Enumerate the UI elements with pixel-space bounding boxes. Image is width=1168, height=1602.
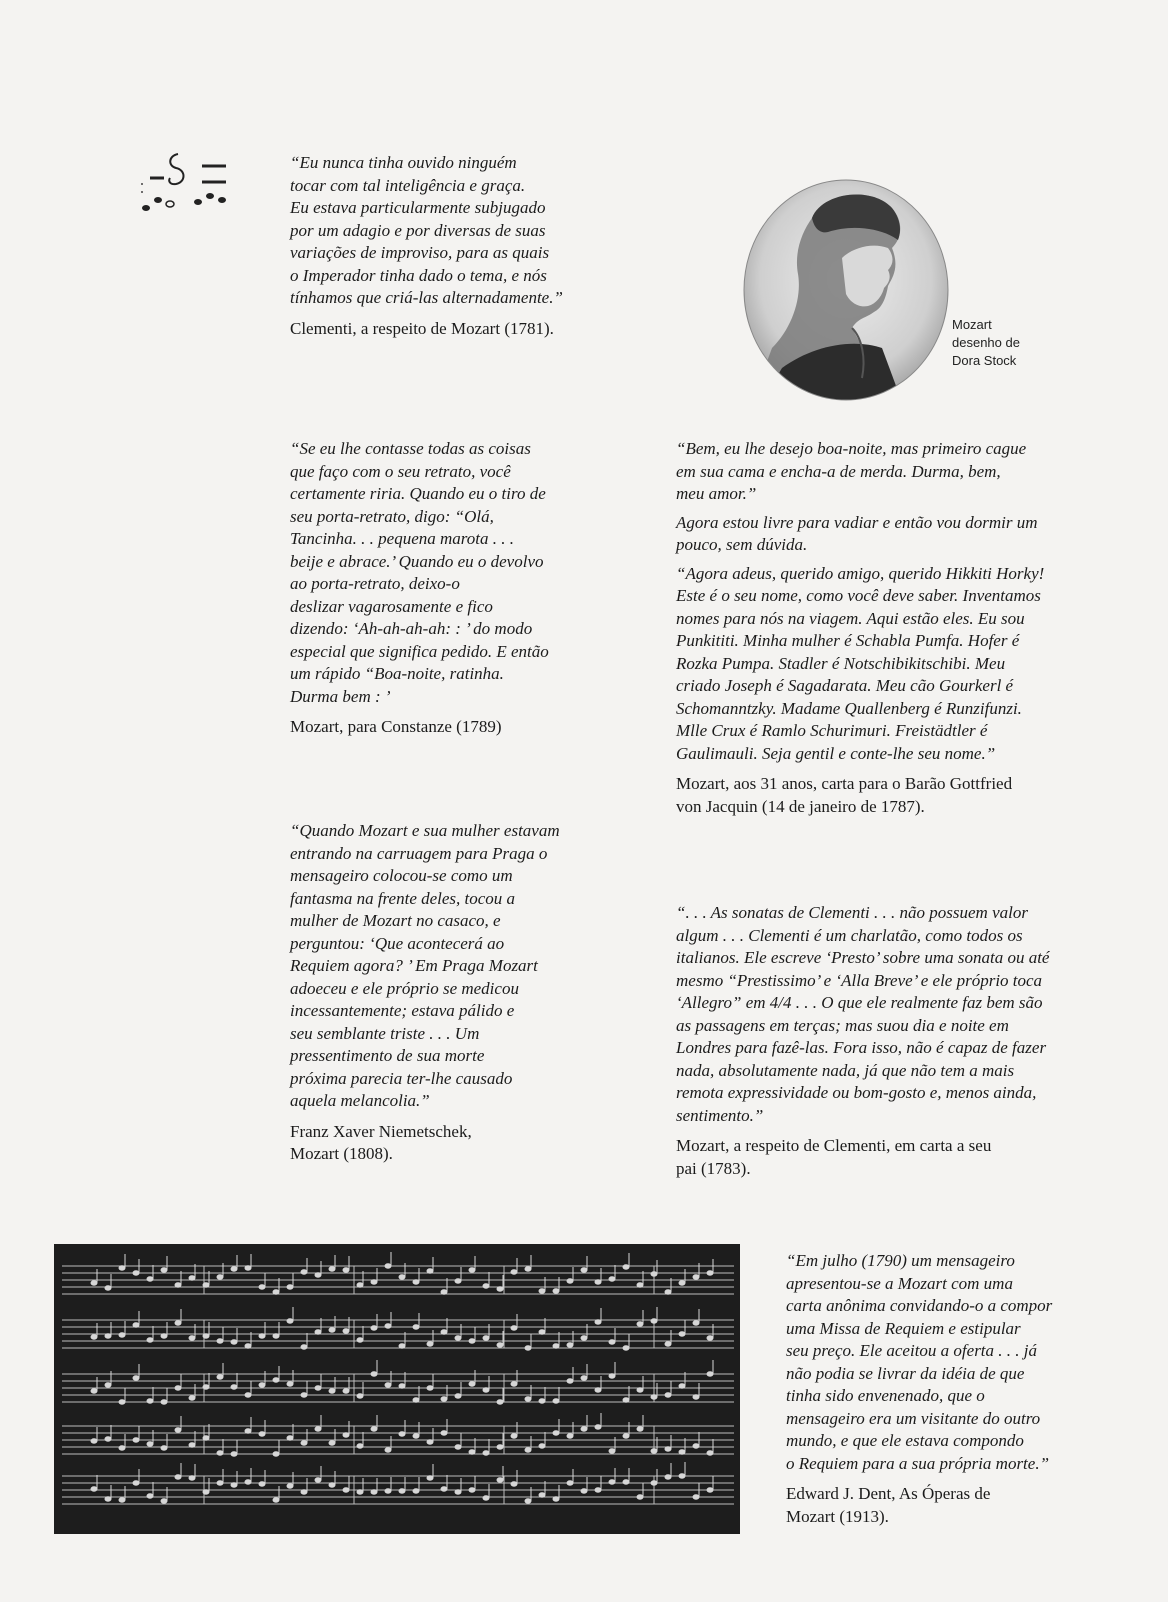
quote-line: variações de improviso, para as quais	[290, 243, 550, 262]
quote-line: criado Joseph é Sagadarata. Meu cão Gourkerl é	[676, 676, 1014, 695]
quote-line: tínhamos que criá-las alternadamente.”	[290, 288, 563, 307]
quote-line: nomes para nós na viagem. Aqui estão eles. Eu sou	[676, 608, 1025, 628]
quote-line: mulher de Mozart no casaco, e	[290, 911, 501, 930]
quote-line: por um adagio e por diversas de suas	[290, 220, 546, 240]
quote-clementi-on-mozart	[290, 152, 650, 340]
quote-attribution	[786, 1483, 1146, 1528]
quote-line: meu amor.”	[676, 484, 757, 503]
quote-line: mesmo “Prestissimo’ e ‘Alla Breve’ e ele próprio toca	[676, 970, 1043, 990]
quote-line: adoeceu e ele próprio se medicou	[290, 978, 519, 998]
quote-niemetschek	[290, 820, 630, 1166]
quote-line: Este é o seu nome, como você deve saber. Inventamos	[676, 586, 1041, 605]
attribution-line: Franz Xaver Niemetschek,	[290, 1121, 472, 1141]
caption-line: desenho de	[952, 335, 1020, 350]
quote-line: Rozka Pumpa. Stadler é Notschibikitschibi. Meu	[676, 653, 1006, 673]
quote-line: sentimento.”	[676, 1105, 764, 1125]
quote-mozart-to-constanze	[290, 438, 630, 739]
quote-line: mensageiro colocou-se como um	[290, 866, 513, 885]
quote-line: pouco, sem dúvida.	[676, 535, 808, 554]
quote-line: “Bem, eu lhe desejo boa-noite, mas primeiro cague	[676, 439, 1027, 458]
quote-line: fantasma na frente deles, tocou a	[290, 888, 516, 908]
quote-line: seu preço. Ele aceitou a oferta . . . já	[786, 1341, 1038, 1360]
quote-line: tinha sido envenenado, que o	[786, 1386, 985, 1405]
quote-line: carta anônima convidando-o a compor	[786, 1296, 1053, 1315]
attribution-line: Mozart, aos 31 anos, carta para o Barão Gottfried	[676, 774, 1013, 793]
quote-attribution	[290, 1121, 630, 1166]
quote-line: Tancinha. . . pequena marota . . .	[290, 529, 514, 548]
attribution-line: Mozart, a respeito de Clementi, em carta a seu	[676, 1136, 992, 1155]
quote-line: ao porta-retrato, deixo-o	[290, 574, 460, 593]
quote-line: Eu estava particularmente subjugado	[290, 198, 546, 217]
quote-line: italianos. Ele escreve ‘Presto’ sobre uma sonata ou até	[676, 948, 1050, 967]
quote-line: deslizar vagarosamente e fico	[290, 596, 493, 616]
music-notes-ornament-icon	[138, 148, 238, 218]
quote-dent	[786, 1250, 1146, 1528]
quote-line: “Quando Mozart e sua mulher estavam	[290, 821, 560, 840]
quote-attribution: Mozart, para Constanze (1789)	[290, 717, 502, 736]
quote-line: tocar com tal inteligência e graça.	[290, 175, 526, 195]
mozart-portrait-image	[742, 178, 950, 402]
quote-line: entrando na carruagem para Praga o	[290, 843, 548, 863]
quote-line: nada, absolutamente nada, já que não tem a mais	[676, 1060, 1015, 1080]
quote-line: seu porta-retrato, digo: “Olá,	[290, 506, 494, 526]
quote-line: mundo, e que ele estava compondo	[786, 1431, 1024, 1450]
quote-line: “Em julho (1790) um mensageiro	[786, 1251, 1015, 1270]
quote-line: Schomanntzky. Madame Quallenberg é Runzifunzi.	[676, 698, 1022, 718]
quote-mozart-on-clementi	[676, 902, 1136, 1180]
quote-line: Requiem agora? ’ Em Praga Mozart	[290, 956, 538, 975]
quote-line: não podia se livrar da idéia de que	[786, 1363, 1025, 1383]
quote-line: “Agora adeus, querido amigo, querido Hikkiti Horky!	[676, 563, 1045, 583]
quote-line: um rápido “Boa-noite, ratinha.	[290, 664, 504, 683]
quote-line: ‘Allegro” em 4/4 . . . O que ele realmente faz bem são	[676, 993, 1043, 1012]
quote-line: “Eu nunca tinha ouvido ninguém	[290, 153, 517, 172]
quote-line: perguntou: ‘Que acontecerá ao	[290, 933, 505, 953]
quote-mozart-to-jacquin	[676, 438, 1126, 818]
quote-line: Durma bem : ’	[290, 686, 391, 706]
attribution-line: Edward J. Dent, As Óperas de	[786, 1484, 991, 1503]
quote-attribution: Clementi, a respeito de Mozart (1781).	[290, 318, 554, 338]
quote-line: o Requiem para a sua própria morte.”	[786, 1453, 1050, 1473]
caption-line: Dora Stock	[952, 353, 1017, 368]
quote-attribution	[676, 773, 1126, 818]
quote-line: mensageiro era um visitante do outro	[786, 1408, 1041, 1428]
requiem-manuscript-score-image	[54, 1244, 740, 1534]
attribution-line: Mozart (1808).	[290, 1144, 393, 1163]
quote-line: Gaulimauli. Seja gentil e conte-lhe seu nome.”	[676, 743, 996, 763]
quote-line: Punkititi. Minha mulher é Schabla Pumfa. Hofer é	[676, 631, 1020, 650]
quote-line: próxima parecia ter-lhe causado	[290, 1068, 513, 1088]
quote-line: algum . . . Clementi é um charlatão, como todos os	[676, 925, 1023, 945]
quote-line: o Imperador tinha dado o tema, e nós	[290, 265, 547, 285]
portrait-caption	[952, 316, 1020, 370]
attribution-line: Mozart (1913).	[786, 1506, 889, 1526]
quote-attribution	[676, 1135, 1136, 1180]
quote-line: aquela melancolia.”	[290, 1091, 430, 1110]
quote-line: pressentimento de sua morte	[290, 1046, 485, 1065]
quote-line: “. . . As sonatas de Clementi . . . não possuem valor	[676, 903, 1028, 922]
quote-line: beije e abrace.’ Quando eu o devolvo	[290, 551, 544, 571]
quote-line: Londres para fazê-las. Fora isso, não é capaz de fazer	[676, 1038, 1047, 1057]
quote-line: apresentou-se a Mozart com uma	[786, 1273, 1013, 1293]
quote-line: Mlle Crux é Ramlo Schurimuri. Freistädtler é	[676, 721, 988, 740]
quote-line: as passagens em terças; mas suou dia e noite em	[676, 1015, 1009, 1035]
quote-line: dizendo: ‘Ah-ah-ah-ah: : ’ do modo	[290, 619, 533, 638]
quote-line: que faço com o seu retrato, você	[290, 461, 511, 481]
quote-line: Agora estou livre para vadiar e então vou dormir um	[676, 512, 1038, 532]
quote-line: especial que significa pedido. E então	[290, 641, 549, 661]
quote-line: certamente riria. Quando eu o tiro de	[290, 484, 546, 503]
quote-line: em sua cama e encha-a de merda. Durma, bem,	[676, 461, 1001, 481]
attribution-line: von Jacquin (14 de janeiro de 1787).	[676, 796, 925, 816]
quote-line: “Se eu lhe contasse todas as coisas	[290, 439, 531, 458]
caption-line: Mozart	[952, 317, 992, 332]
attribution-line: pai (1783).	[676, 1158, 751, 1178]
quote-line: incessantemente; estava pálido e	[290, 1001, 515, 1020]
quote-line: seu semblante triste . . . Um	[290, 1023, 480, 1043]
quote-line: remota expressividade ou bom-gosto e, menos ainda,	[676, 1083, 1037, 1102]
quote-line: uma Missa de Requiem e estipular	[786, 1318, 1021, 1338]
